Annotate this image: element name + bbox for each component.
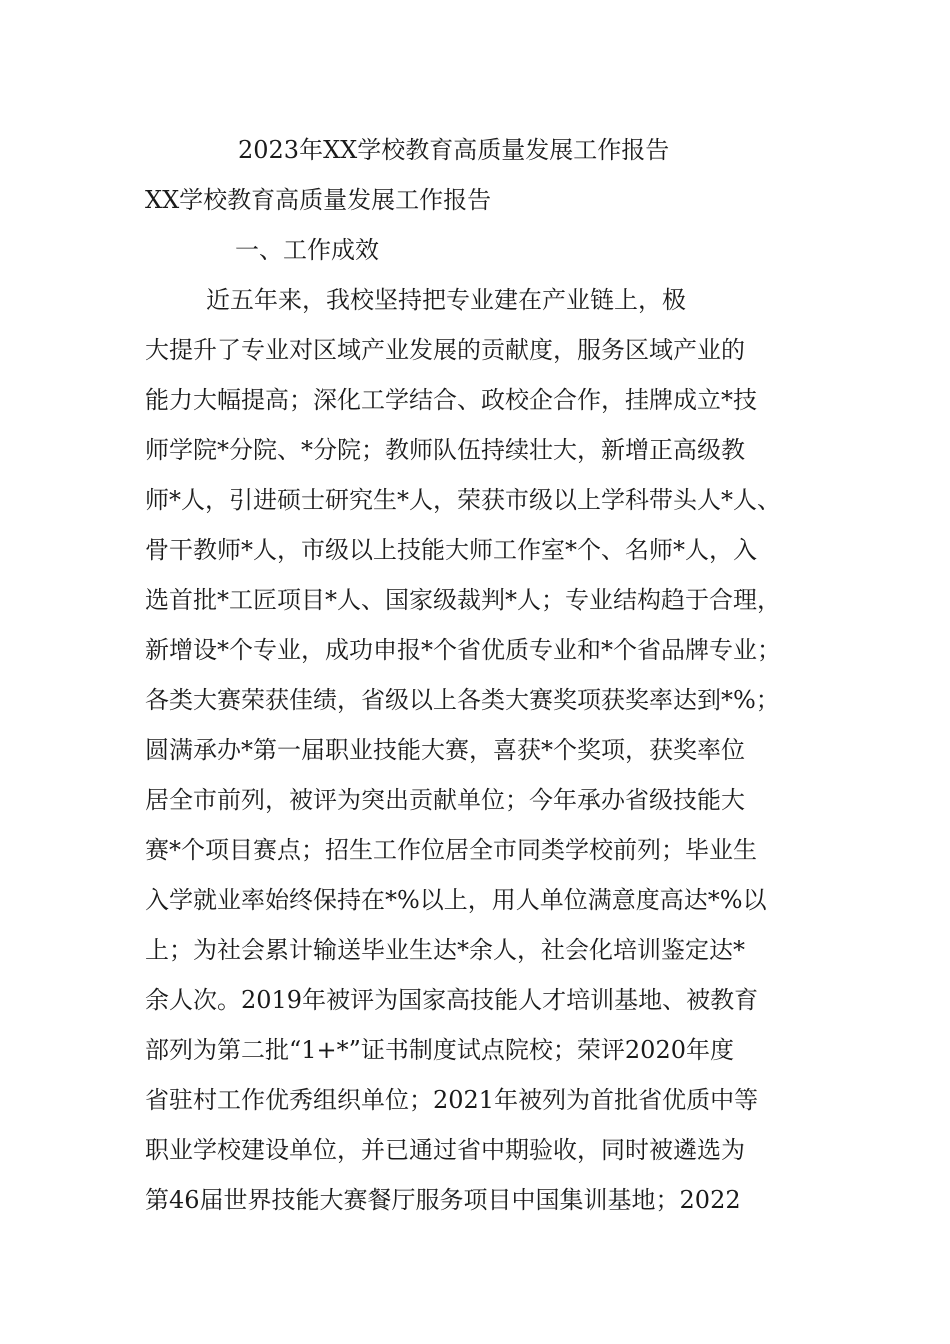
body-paragraph <box>145 282 825 1232</box>
paragraph-line: 职业学校建设单位，并已通过省中期验收，同时被遴选为 <box>145 1136 745 1164</box>
document-title: 2023年XX学校教育高质量发展工作报告 <box>238 136 670 164</box>
paragraph-line: 省驻村工作优秀组织单位；2021年被列为首批省优质中等 <box>145 1086 759 1114</box>
paragraph-line: 居全市前列，被评为突出贡献单位；今年承办省级技能大 <box>145 786 745 814</box>
paragraph-line: 能力大幅提高；深化工学结合、政校企合作，挂牌成立*技 <box>145 386 757 414</box>
section-heading: 一、工作成效 <box>235 236 379 264</box>
paragraph-line: 第46届世界技能大赛餐厅服务项目中国集训基地；2022 <box>145 1186 741 1214</box>
paragraph-line: 新增设*个专业，成功申报*个省优质专业和*个省品牌专业； <box>145 636 781 664</box>
paragraph-line: 入学就业率始终保持在*%以上，用人单位满意度高达*%以 <box>145 886 767 914</box>
paragraph-line: 赛*个项目赛点；招生工作位居全市同类学校前列；毕业生 <box>145 836 757 864</box>
paragraph-line: 大提升了专业对区域产业发展的贡献度，服务区域产业的 <box>145 336 745 364</box>
paragraph-line: 师学院*分院、*分院；教师队伍持续壮大，新增正高级教 <box>145 436 745 464</box>
paragraph-line: 余人次。2019年被评为国家高技能人才培训基地、被教育 <box>145 986 759 1014</box>
paragraph-line: 骨干教师*人，市级以上技能大师工作室*个、名师*人，入 <box>145 536 757 564</box>
paragraph-line: 部列为第二批“1+*”证书制度试点院校；荣评2020年度 <box>145 1036 734 1064</box>
document-subtitle: XX学校教育高质量发展工作报告 <box>145 186 492 214</box>
paragraph-line: 上；为社会累计输送毕业生达*余人，社会化培训鉴定达* <box>145 936 745 964</box>
paragraph-line: 师*人，引进硕士研究生*人，荣获市级以上学科带头人*人、 <box>145 486 781 514</box>
paragraph-line: 各类大赛荣获佳绩，省级以上各类大赛奖项获奖率达到*%； <box>145 686 780 714</box>
paragraph-line: 圆满承办*第一届职业技能大赛，喜获*个奖项，获奖率位 <box>145 736 745 764</box>
paragraph-line: 近五年来，我校坚持把专业建在产业链上，极 <box>145 286 687 314</box>
paragraph-line: 选首批*工匠项目*人、国家级裁判*人；专业结构趋于合理， <box>145 586 781 614</box>
